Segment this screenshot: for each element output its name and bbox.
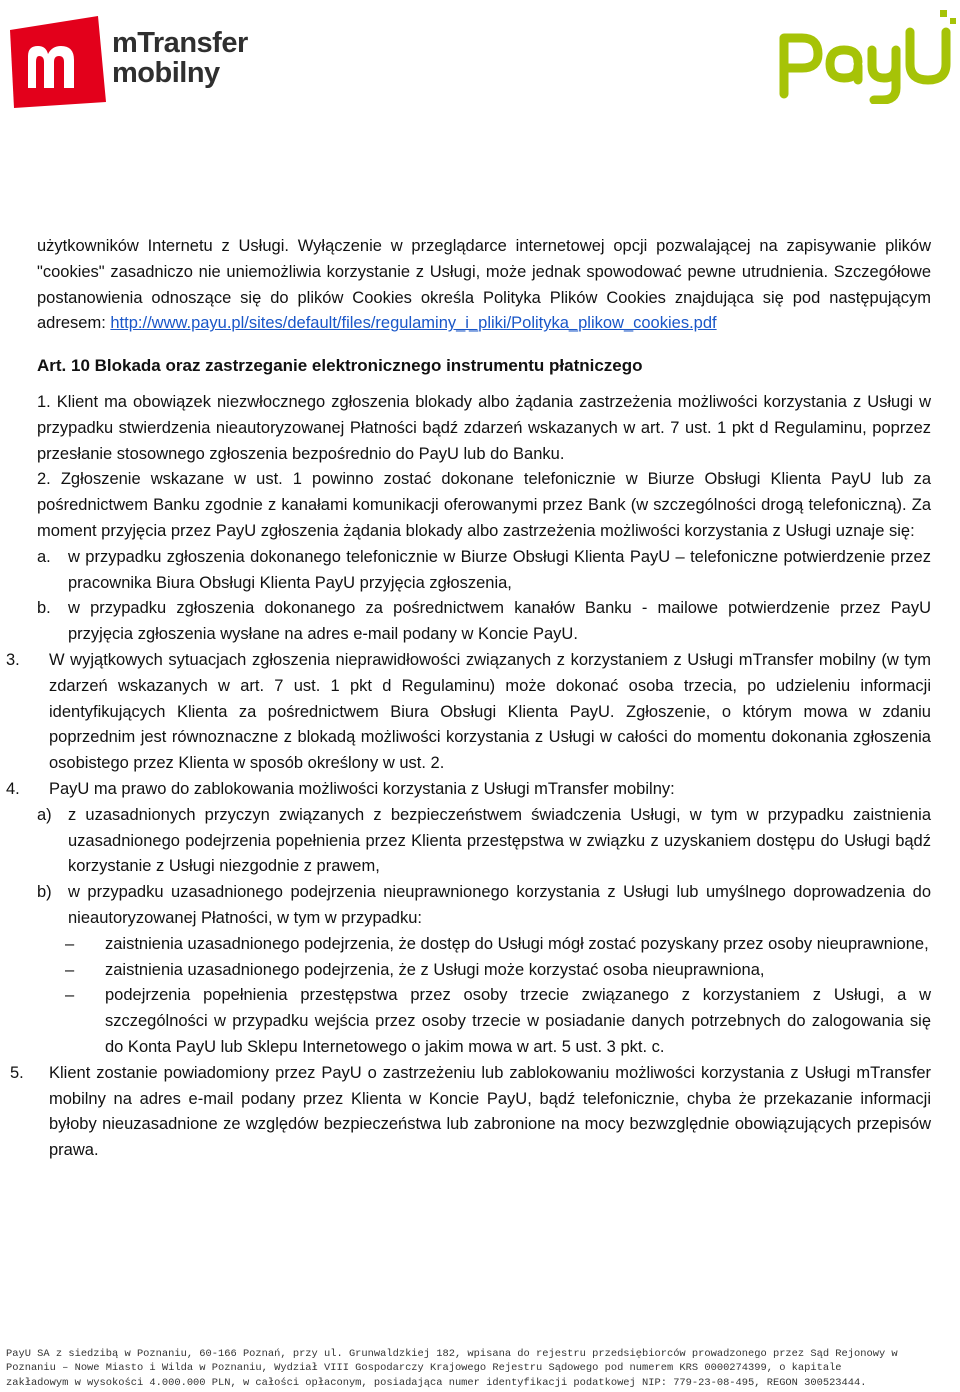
paragraph-2-item-b: [37, 596, 931, 648]
mbank-m-logo-icon: [6, 16, 106, 108]
paragraph-3-text: W wyjątkowych sytuacjach zgłoszenia nieprawidłowości związanych z korzystaniem z Usługi mTransfer mobilny (w tym zdarzeń wskazanych w art. 7 ust. 1 pkt d Regulaminu) może dokonać osoba trzecia, po udzieleniu informacji identyfikujących Klienta za pośrednictwem Biura Obsługi Klienta PayU. Zgłoszenie, o którym mowa w zdaniu poprzednim jest równoznaczne z blokadą możliwości korzystania z Usługi w całości do momentu dokonania zgłoszenia osobistego przez Klienta w sposób określony w ust. 2.: [49, 650, 931, 773]
paragraph-5-text: Klient zostanie powiadomiony przez PayU o zastrzeżeniu lub zablokowaniu możliwości korzystania z Usługi mTransfer mobilny na adres e-mail podany przez Klienta w Koncie PayU, bądź telefonicznie, chyba że przekazanie informacji byłoby nieuzasadnione ze względów bezpieczeństwa lub zabronione na mocy bezwzględnie obowiązujących przepisów prawa.: [49, 1063, 931, 1160]
paragraph-2-text: Zgłoszenie wskazane w ust. 1 powinno zostać dokonane telefonicznie w Biurze Obsługi Klienta PayU lub za pośrednictwem Banku zgodnie z kanałami komunikacji oferowanymi przez Bank (w szczególności drogą telefoniczną). Za moment przyjęcia przez PayU zgłoszenia żądania blokady albo zastrzeżenia możliwości korzystania z Usługi uznaje się:: [37, 470, 931, 540]
footer-line-3: zakładowym w wysokości 4.000.000 PLN, w całości opłaconym, posiadająca numer identyfikacji podatkowej NIP: 779-23-08-495, REGON 300523444.: [6, 1376, 867, 1389]
paragraph-2-number: 2.: [37, 470, 51, 489]
document-body: [6, 234, 931, 1164]
cookies-policy-link[interactable]: http://www.payu.pl/sites/default/files/regulaminy_i_pliki/Polityka_plikow_cookies.pdf: [110, 314, 717, 333]
mtransfer-brand: [112, 28, 248, 88]
paragraph-1-text: Klient ma obowiązek niezwłocznego zgłoszenia blokady albo żądania zastrzeżenia możliwości korzystania z Usługi w przypadku stwierdzenia nieautoryzowanej Płatności bądź zdarzeń wskazanych w art. 7 ust. 1 pkt d Regulaminu, poprzez przesłanie stosownego zgłoszenia bezpośrednio do PayU lub do Banku.: [37, 392, 931, 463]
item-text: w przypadku zgłoszenia dokonanego telefonicznie w Biurze Obsługi Klienta PayU – telefoniczne potwierdzenie przez pracownika Biura Obsługi Klienta PayU przyjęcia zgłoszenia,: [68, 547, 931, 592]
item-marker: a): [37, 805, 52, 824]
dash-marker: –: [65, 986, 75, 1005]
paragraph-3: [6, 648, 931, 777]
item-marker: a.: [37, 547, 51, 566]
dash-item-3: [37, 983, 931, 1060]
intro-text: użytkowników Internetu z Usługi. Wyłączenie w przeglądarce internetowej opcji pozwalającej na zapisywanie plików "cookies" zasadniczo nie uniemożliwia korzystanie z Usługi, może jednak spowodować pewne utrudnienia. Szczegółowe postanowienia odnoszące się do plików Cookies określa Polityka Plików Cookies znajdująca się pod następującym adresem:: [37, 237, 931, 333]
paragraph-4-text: PayU ma prawo do zablokowania możliwości korzystania z Usługi mTransfer mobilny:: [49, 779, 675, 798]
dash-text: zaistnienia uzasadnionego podejrzenia, że dostęp do Usługi mógł zostać pozyskany przez osoby nieuprawnione,: [105, 934, 929, 953]
dash-text: podejrzenia popełnienia przestępstwa przez osoby trzecie związanego z korzystaniem z Usługi, a w szczególności w przypadku wejścia przez osoby trzecie w posiadanie danych potrzebnych do zalogowania się do Konta PayU lub Sklepu Internetowego o jakim mowa w art. 5 ust. 3 pkt. c.: [105, 986, 931, 1056]
dash-marker: –: [65, 960, 75, 979]
paragraph-1: [37, 390, 931, 467]
page-header: [0, 0, 960, 120]
dash-text: zaistnienia uzasadnionego podejrzenia, że z Usługi może korzystać osoba nieuprawniona,: [105, 960, 765, 979]
item-text: w przypadku zgłoszenia dokonanego za pośrednictwem kanałów Banku - mailowe potwierdzenie przez PayU przyjęcia zgłoszenia wysłane na adres e-mail podany w Koncie PayU.: [68, 599, 931, 644]
item-marker: b): [37, 883, 52, 902]
paragraph-1-number: 1.: [37, 392, 51, 411]
footer-line-2: Poznaniu – Nowe Miasto i Wilda w Poznaniu, Wydział VIII Gospodarczy Krajowego Rejestru Sądowego pod numerem KRS 0000274399, o kapitale: [6, 1362, 842, 1375]
paragraph-2-item-a: [37, 545, 931, 597]
item-marker: b.: [37, 599, 51, 618]
paragraph-4-item-b: [37, 880, 931, 932]
paragraph-4: [6, 777, 931, 803]
dash-item-2: [37, 958, 931, 984]
article-heading: Art. 10 Blokada oraz zastrzeganie elektronicznego instrumentu płatniczego: [37, 356, 643, 376]
brand-line-2: mobilny: [112, 57, 220, 89]
payu-logo-icon: [772, 4, 956, 104]
paragraph-2: [37, 467, 931, 544]
paragraph-5-number: 5.: [10, 1063, 24, 1082]
dash-marker: –: [65, 934, 75, 953]
dash-item-1: [37, 932, 931, 958]
company-footer: [6, 1347, 930, 1390]
paragraph-5: [10, 1061, 931, 1164]
paragraph-3-number: 3.: [6, 650, 20, 669]
brand-line-1: mTransfer: [112, 27, 248, 59]
intro-paragraph: [37, 234, 931, 337]
footer-line-1: PayU SA z siedzibą w Poznaniu, 60-166 Poznań, przy ul. Grunwaldzkiej 182, wpisana do rejestru przedsiębiorców prowadzonego przez Sąd Rejonowy w: [6, 1348, 898, 1360]
paragraph-4-item-a: [37, 803, 931, 880]
paragraph-4-number: 4.: [6, 779, 20, 798]
item-text: z uzasadnionych przyczyn związanych z bezpieczeństwem świadczenia Usługi, w tym w przypadku zaistnienia uzasadnionego podejrzenia popełnienia przez Klienta przestępstwa w związku z uzyskaniem dostępu do Usługi bądź korzystanie z Usługi niezgodnie z prawem,: [68, 805, 931, 876]
item-text: w przypadku uzasadnionego podejrzenia nieuprawnionego korzystania z Usługi lub umyślnego doprowadzenia do nieautoryzowanej Płatności, w tym w przypadku:: [68, 883, 931, 927]
